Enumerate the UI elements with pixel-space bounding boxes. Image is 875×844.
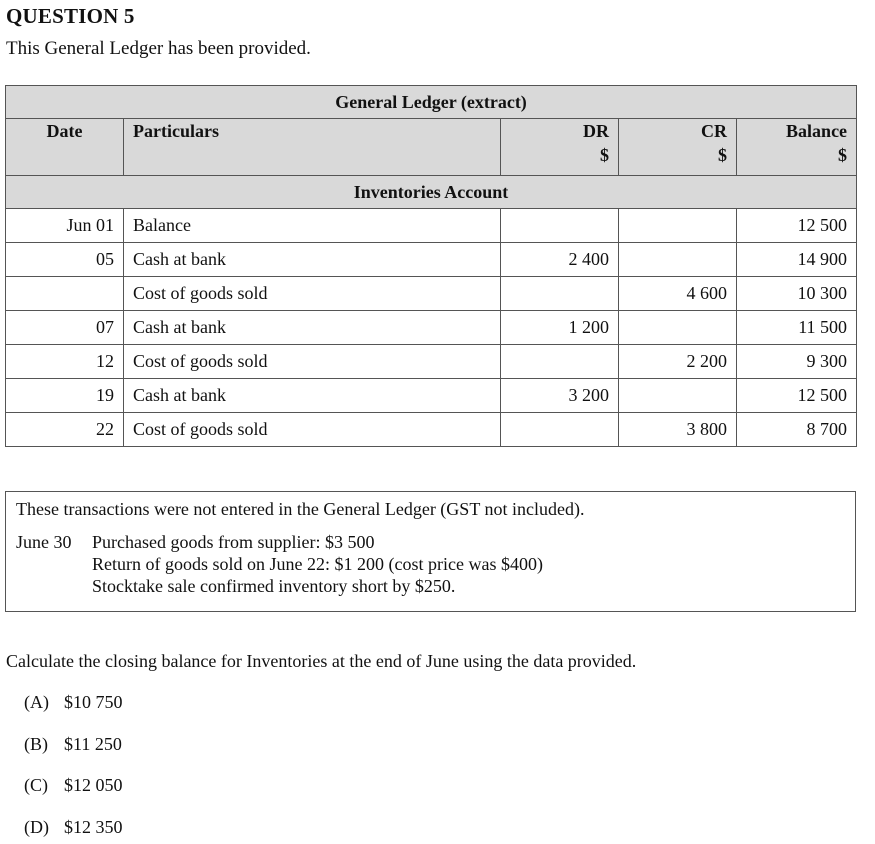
row-particulars: Cash at bank	[124, 311, 501, 345]
option-d[interactable]	[24, 817, 123, 838]
row-particulars: Cash at bank	[124, 379, 501, 413]
ledger-row	[6, 345, 857, 379]
ledger-row	[6, 311, 857, 345]
ledger-row	[6, 277, 857, 311]
row-particulars: Cash at bank	[124, 243, 501, 277]
row-dr: 3 200	[501, 379, 619, 413]
header-balance-label: Balance	[786, 121, 848, 141]
row-balance: 11 500	[737, 311, 857, 345]
transaction-line: Purchased goods from supplier: $3 500	[92, 532, 375, 552]
row-date: 05	[6, 243, 124, 277]
option-label: (A)	[24, 692, 49, 712]
row-cr: 4 600	[619, 277, 737, 311]
ledger-header-row	[6, 119, 857, 176]
header-dr	[501, 119, 619, 176]
row-dr	[501, 345, 619, 379]
ledger-row	[6, 379, 857, 413]
option-label: (D)	[24, 817, 49, 837]
option-text: $11 250	[64, 734, 122, 754]
row-cr	[619, 379, 737, 413]
option-c[interactable]	[24, 775, 123, 796]
row-balance: 12 500	[737, 379, 857, 413]
option-text: $12 050	[64, 775, 123, 795]
transactions-box	[5, 491, 856, 612]
option-text: $12 350	[64, 817, 123, 837]
option-a[interactable]	[24, 692, 123, 713]
account-name: Inventories Account	[6, 176, 857, 209]
row-date: 07	[6, 311, 124, 345]
row-cr: 3 800	[619, 413, 737, 447]
row-cr	[619, 209, 737, 243]
row-date: 12	[6, 345, 124, 379]
row-balance: 12 500	[737, 209, 857, 243]
row-particulars: Cost of goods sold	[124, 277, 501, 311]
header-cr-label: CR	[701, 121, 727, 141]
row-particulars: Cost of goods sold	[124, 345, 501, 379]
header-balance	[737, 119, 857, 176]
ledger-row	[6, 209, 857, 243]
row-dr	[501, 413, 619, 447]
row-dr	[501, 209, 619, 243]
row-dr: 2 400	[501, 243, 619, 277]
header-particulars: Particulars	[124, 119, 501, 176]
row-dr: 1 200	[501, 311, 619, 345]
row-date: Jun 01	[6, 209, 124, 243]
row-balance: 14 900	[737, 243, 857, 277]
header-cr	[619, 119, 737, 176]
ledger-row	[6, 413, 857, 447]
row-particulars: Balance	[124, 209, 501, 243]
row-cr	[619, 243, 737, 277]
option-b[interactable]	[24, 734, 122, 755]
transaction-line: Return of goods sold on June 22: $1 200 (cost price was $400)	[92, 554, 543, 574]
option-text: $10 750	[64, 692, 123, 712]
transaction-line: Stocktake sale confirmed inventory short by $250.	[92, 576, 456, 596]
row-cr: 2 200	[619, 345, 737, 379]
ledger-row	[6, 243, 857, 277]
general-ledger-table	[5, 85, 857, 447]
row-date: 19	[6, 379, 124, 413]
row-dr	[501, 277, 619, 311]
option-label: (B)	[24, 734, 48, 754]
transactions-date: June 30	[16, 532, 72, 552]
header-date: Date	[6, 119, 124, 176]
header-cr-unit: $	[718, 145, 727, 165]
ledger-title: General Ledger (extract)	[6, 86, 857, 119]
row-balance: 9 300	[737, 345, 857, 379]
row-balance: 8 700	[737, 413, 857, 447]
row-date: 22	[6, 413, 124, 447]
question-prompt: Calculate the closing balance for Inventories at the end of June using the data provided.	[6, 651, 637, 671]
question-intro: This General Ledger has been provided.	[6, 38, 311, 59]
header-balance-unit: $	[838, 145, 848, 165]
transactions-heading: These transactions were not entered in the General Ledger (GST not included).	[16, 499, 585, 519]
row-balance: 10 300	[737, 277, 857, 311]
question-title: QUESTION 5	[6, 4, 135, 28]
row-cr	[619, 311, 737, 345]
header-dr-label: DR	[583, 121, 609, 141]
row-date	[6, 277, 124, 311]
header-dr-unit: $	[600, 145, 609, 165]
option-label: (C)	[24, 775, 48, 795]
row-particulars: Cost of goods sold	[124, 413, 501, 447]
transactions-list	[92, 531, 543, 597]
